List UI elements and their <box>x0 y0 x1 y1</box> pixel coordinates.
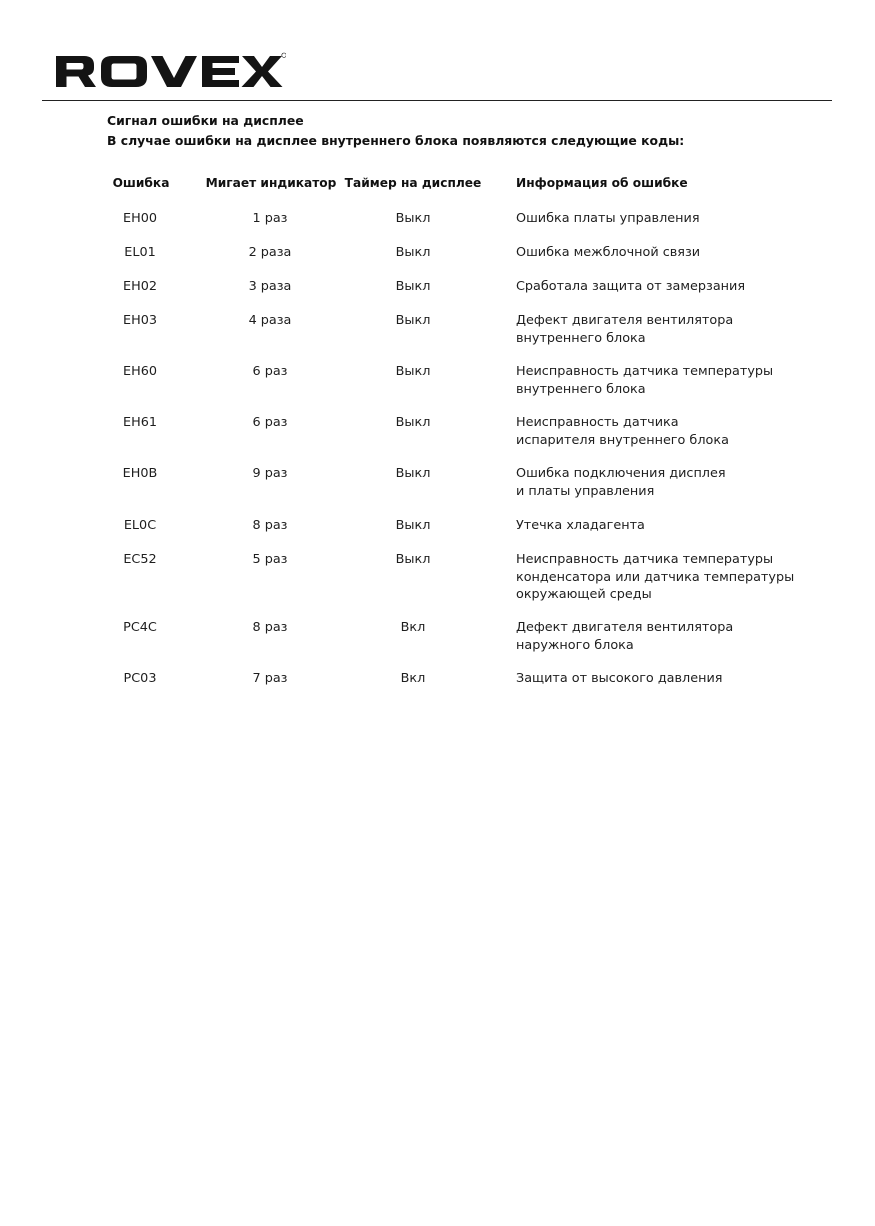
error-info-line: внутреннего блока <box>516 381 646 397</box>
error-info-line: и платы управления <box>516 483 655 499</box>
error-code: EH0B <box>122 466 158 481</box>
error-info-line: внутреннего блока <box>516 330 646 346</box>
header-divider <box>42 100 832 101</box>
timer-display: Выкл <box>395 518 431 533</box>
error-info <box>516 278 836 296</box>
timer-display: Выкл <box>395 364 431 379</box>
error-info <box>516 312 836 347</box>
error-info-line: Ошибка межблочной связи <box>516 245 701 260</box>
error-info <box>516 517 836 535</box>
column-header-blink: Мигает индикатор <box>205 176 337 190</box>
error-info <box>516 670 836 688</box>
timer-display: Выкл <box>395 415 431 430</box>
timer-display: Выкл <box>395 279 431 294</box>
error-info-line: конденсатора или датчика температуры <box>516 569 795 585</box>
timer-display: Выкл <box>395 466 431 481</box>
error-code: EH00 <box>123 211 157 226</box>
error-info-line: окружающей среды <box>516 587 652 602</box>
error-info <box>516 363 836 398</box>
timer-display: Выкл <box>395 313 431 328</box>
error-code: EH02 <box>123 279 157 294</box>
blink-count: 1 раз <box>252 211 288 226</box>
error-info-line: Сработала защита от замерзания <box>516 279 746 294</box>
blink-count: 2 раза <box>248 245 292 260</box>
error-code: PC03 <box>123 671 157 686</box>
rovex-logo-graphic <box>54 52 286 90</box>
error-info <box>516 244 836 262</box>
error-code: PC4C <box>123 620 157 635</box>
blink-count: 8 раз <box>252 518 288 533</box>
blink-count: 3 раза <box>248 279 292 294</box>
error-info <box>516 210 836 228</box>
error-info-line: Неисправность датчика температуры <box>516 552 774 567</box>
heading-subtitle: В случае ошибки на дисплее внутреннего блока появляются следующие коды: <box>107 133 685 148</box>
timer-display: Вкл <box>400 671 426 686</box>
error-info <box>516 465 836 500</box>
error-code: EH03 <box>123 313 157 328</box>
blink-count: 4 раза <box>248 313 292 328</box>
error-info-line: Дефект двигателя вентилятора <box>516 313 734 328</box>
error-code: EL01 <box>124 245 156 260</box>
blink-count: 6 раз <box>252 364 288 379</box>
column-header-timer: Таймер на дисплее <box>344 176 482 190</box>
rovex-logo <box>54 52 286 90</box>
error-info-line: Неисправность датчика <box>516 415 679 430</box>
error-info-line: Ошибка платы управления <box>516 211 700 226</box>
column-header-code: Ошибка <box>112 176 170 190</box>
blink-count: 9 раз <box>252 466 288 481</box>
timer-display: Вкл <box>400 620 426 635</box>
error-info <box>516 551 836 604</box>
error-code: EL0C <box>123 518 157 533</box>
blink-count: 6 раз <box>252 415 288 430</box>
blink-count: 5 раз <box>252 552 288 567</box>
error-info-line: Утечка хладагента <box>516 518 645 533</box>
column-header-info: Информация об ошибке <box>516 176 688 190</box>
error-info-line: Ошибка подключения дисплея <box>516 466 726 481</box>
error-code-table <box>0 176 875 686</box>
error-code: EH61 <box>123 415 157 430</box>
error-code: EH60 <box>123 364 157 379</box>
heading-title: Сигнал ошибки на дисплее <box>107 113 304 128</box>
timer-display: Выкл <box>395 552 431 567</box>
error-info-line: Дефект двигателя вентилятора <box>516 620 734 635</box>
error-code: EC52 <box>123 552 157 567</box>
error-info-line: Неисправность датчика температуры <box>516 364 774 379</box>
timer-display: Выкл <box>395 245 431 260</box>
timer-display: Выкл <box>395 211 431 226</box>
error-info-line: Защита от высокого давления <box>516 671 723 686</box>
table-header-row <box>0 176 875 198</box>
error-info-line: испарителя внутреннего блока <box>516 432 729 448</box>
blink-count: 7 раз <box>252 671 288 686</box>
blink-count: 8 раз <box>252 620 288 635</box>
error-info-line: наружного блока <box>516 637 634 653</box>
section-heading <box>107 111 684 151</box>
error-info <box>516 414 836 449</box>
error-info <box>516 619 836 654</box>
